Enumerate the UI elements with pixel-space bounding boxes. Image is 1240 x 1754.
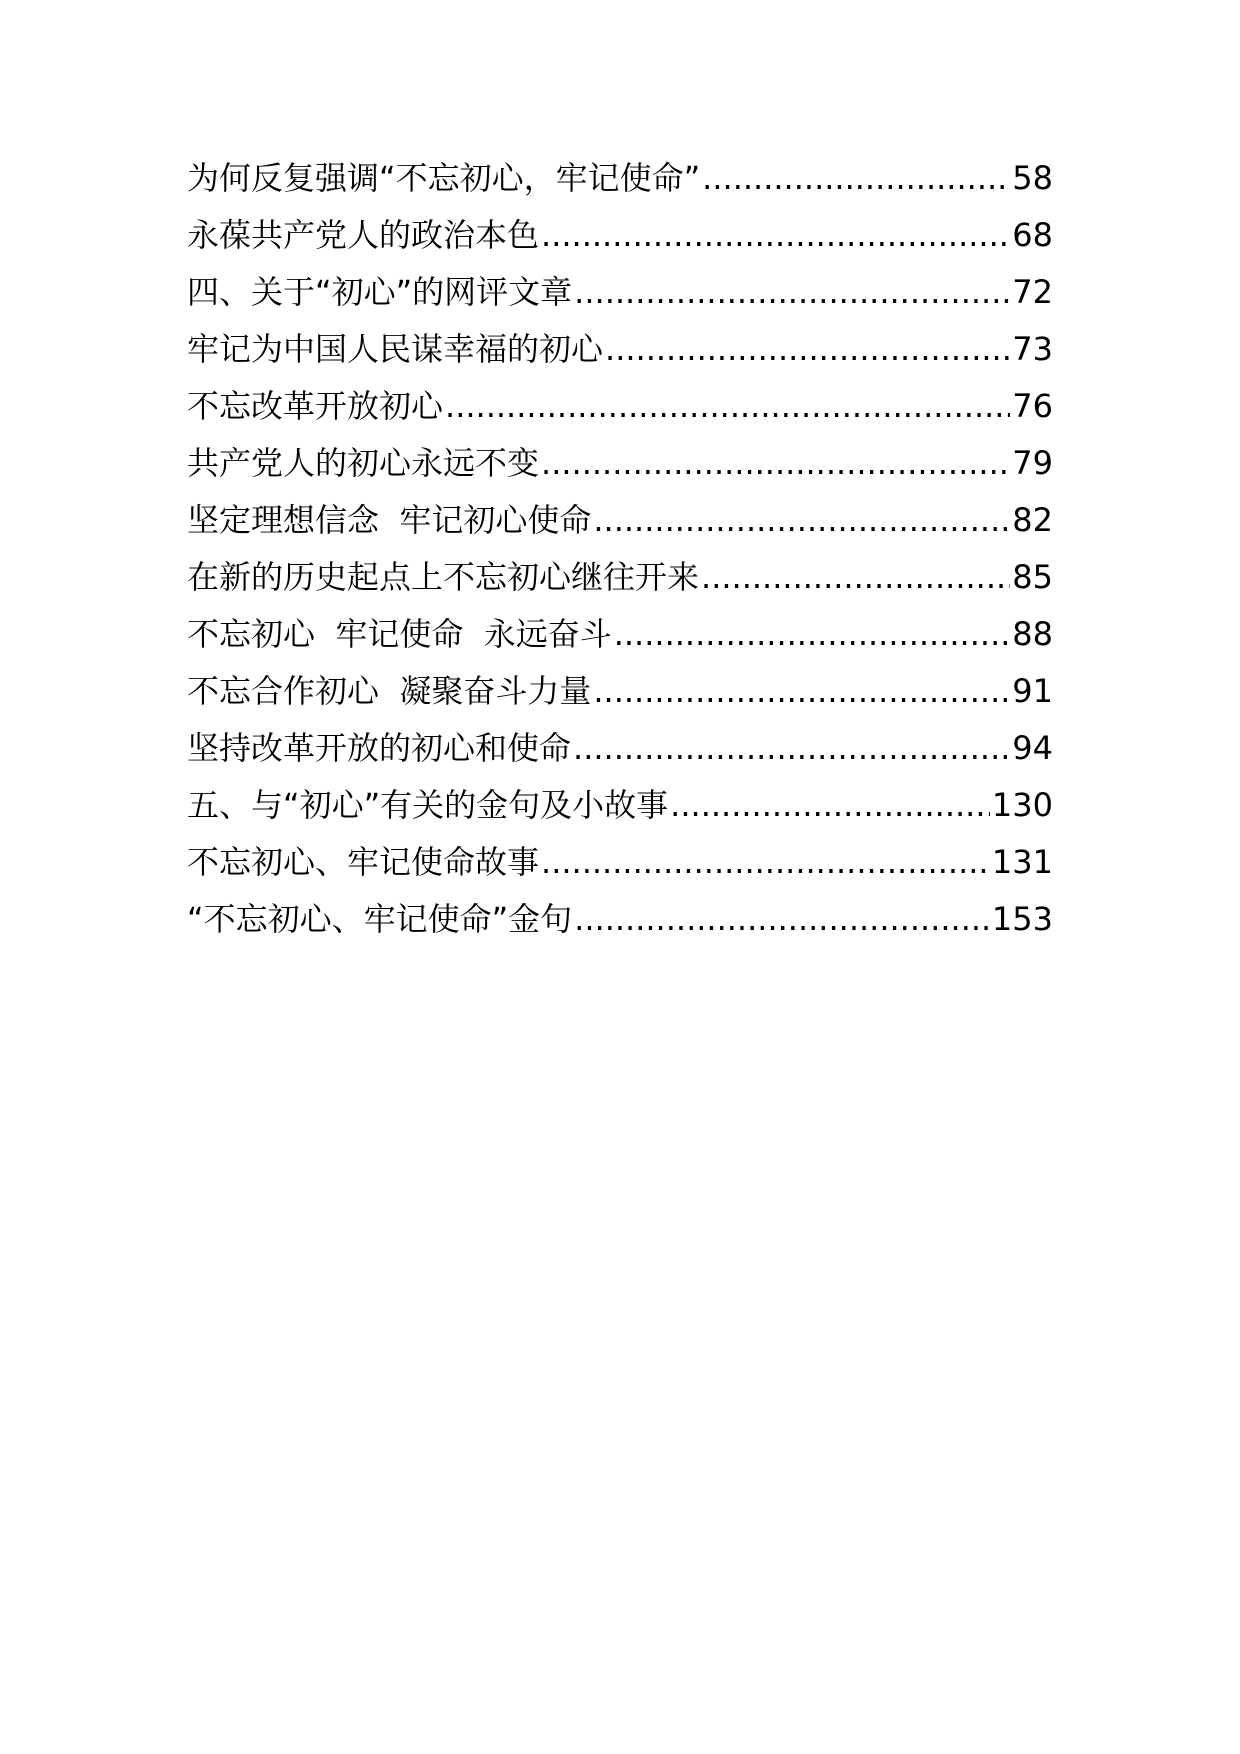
toc-dot-leader [670, 777, 990, 834]
toc-dot-leader [593, 663, 1010, 720]
toc-page-number: 58 [1012, 159, 1053, 197]
toc-entry-title: 四、关于“初心”的网评文章 [187, 273, 573, 311]
toc-dot-leader [574, 264, 1010, 321]
toc-page-number: 76 [1012, 387, 1053, 425]
toc-entry[interactable] [187, 207, 1053, 264]
toc-entry[interactable] [187, 435, 1053, 492]
toc-page-number: 131 [991, 843, 1053, 881]
toc-dot-leader [445, 378, 1010, 435]
toc-entry[interactable] [187, 834, 1053, 891]
toc-entry[interactable] [187, 264, 1053, 321]
toc-entry[interactable] [187, 720, 1053, 777]
toc-entry-title: 坚定理想信念 牢记初心使命 [187, 501, 592, 539]
toc-page-number: 68 [1012, 216, 1053, 254]
toc-dot-leader [541, 207, 1010, 264]
toc-dot-leader [614, 606, 1011, 663]
toc-entry[interactable] [187, 606, 1053, 663]
toc-page-number: 82 [1012, 501, 1053, 539]
toc-dot-leader [605, 321, 1010, 378]
toc-entry-title: 不忘改革开放初心 [187, 387, 444, 425]
toc-page-number: 73 [1012, 330, 1053, 368]
toc-entry[interactable] [187, 378, 1053, 435]
toc-entry-title: 为何反复强调“不忘初心，牢记使命” [187, 159, 701, 197]
toc-page-number: 88 [1012, 615, 1053, 653]
toc-dot-leader [541, 834, 990, 891]
toc-entry-title: 共产党人的初心永远不变 [187, 444, 540, 482]
toc-entry-title: 牢记为中国人民谋幸福的初心 [187, 330, 604, 368]
toc-dot-leader [573, 720, 1010, 777]
toc-page-number: 85 [1012, 558, 1053, 596]
toc-page-number: 94 [1012, 729, 1053, 767]
toc-entry[interactable] [187, 492, 1053, 549]
table-of-contents [187, 150, 1053, 948]
toc-dot-leader [701, 549, 1010, 606]
toc-page-number: 153 [991, 900, 1053, 938]
toc-entry[interactable] [187, 549, 1053, 606]
toc-entry-title: 永葆共产党人的政治本色 [187, 216, 540, 254]
toc-page-number: 72 [1012, 273, 1053, 311]
toc-entry[interactable] [187, 777, 1053, 834]
toc-entry[interactable] [187, 150, 1053, 207]
toc-entry-title: 坚持改革开放的初心和使命 [187, 729, 572, 767]
toc-page-number: 91 [1012, 672, 1053, 710]
toc-entry-title: 在新的历史起点上不忘初心继往开来 [187, 558, 700, 596]
toc-entry[interactable] [187, 321, 1053, 378]
toc-entry-title: 五、与“初心”有关的金句及小故事 [187, 786, 669, 824]
toc-entry-title: “不忘初心、牢记使命”金句 [187, 900, 573, 938]
toc-entry[interactable] [187, 891, 1053, 948]
toc-entry[interactable] [187, 663, 1053, 720]
toc-page-number: 130 [991, 786, 1053, 824]
toc-dot-leader [541, 435, 1010, 492]
toc-dot-leader [593, 492, 1010, 549]
toc-dot-leader [702, 150, 1010, 207]
toc-dot-leader [574, 891, 990, 948]
toc-entry-title: 不忘合作初心 凝聚奋斗力量 [187, 672, 592, 710]
toc-page-number: 79 [1012, 444, 1053, 482]
toc-entry-title: 不忘初心、牢记使命故事 [187, 843, 540, 881]
toc-entry-title: 不忘初心 牢记使命 永远奋斗 [187, 615, 612, 653]
